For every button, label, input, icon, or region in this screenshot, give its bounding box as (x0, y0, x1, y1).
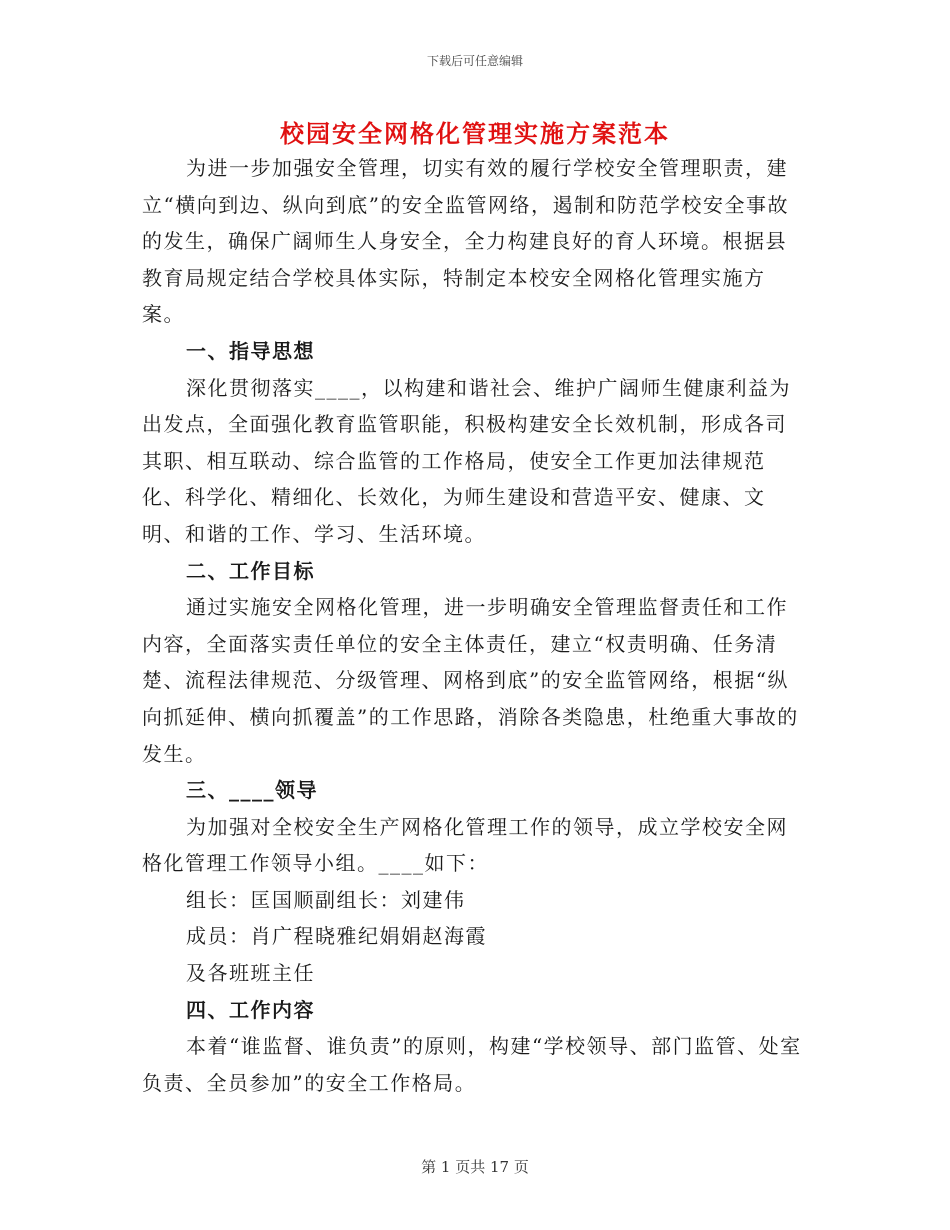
work-goals-paragraph: 通过实施安全网格化管理，进一步明确安全管理监督责任和工作内容，全面落实责任单位的安全主体责任，建立“权责明确、任务清楚、流程法律规范、分级管理、网格到底”的安全监管网络，根据“纵向抓延伸、横向抓覆盖”的工作思路，消除各类隐患，杜绝重大事故的发生。 (142, 595, 799, 766)
guiding-ideology-paragraph: 深化贯彻落实____，以构建和谐社会、维护广阔师生健康利益为出发点，全面强化教育监管职能，积极构建安全长效机制，形成各司其职、相互联动、综合监管的工作格局，使安全工作更加法律规范化、科学化、精细化、长效化，为师生建设和营造平安、健康、文明、和谐的工作、学习、生活环境。 (142, 375, 791, 546)
class-teachers-line: 及各班班主任 (186, 961, 315, 986)
section-heading-work-goals: 二、工作目标 (186, 558, 315, 583)
section-heading-leadership: 三、____领导 (186, 778, 318, 803)
page-number: 第 1 页共 17 页 (421, 1158, 529, 1176)
section-heading-guiding-ideology: 一、指导思想 (186, 338, 315, 363)
intro-paragraph: 为进一步加强安全管理，切实有效的履行学校安全管理职责，建立“横向到边、纵向到底”的安全监管网络，遏制和防范学校安全事故的发生，确保广阔师生人身安全，全力构建良好的育人环境。根据县教育局规定结合学校具体实际，特制定本校安全网格化管理实施方案。 (142, 156, 789, 327)
members-line: 成员：肖广程晓雅纪娟娟赵海霞 (186, 924, 487, 949)
document-title: 校园安全网格化管理实施方案范本 (280, 119, 670, 148)
work-content-paragraph: 本着“谁监督、谁负责”的原则，构建“学校领导、部门监管、处室负责、全员参加”的安全工作格局。 (142, 1034, 802, 1095)
leadership-paragraph: 为加强对全校安全生产网格化管理工作的领导，成立学校安全网格化管理工作领导小组。____如下： (142, 814, 788, 876)
document-body (142, 150, 802, 1101)
leader-line: 组长：匡国顺副组长：刘建伟 (186, 887, 466, 912)
page-header-note: 下载后可任意编辑 (426, 54, 523, 68)
section-heading-work-content: 四、工作内容 (186, 997, 315, 1022)
